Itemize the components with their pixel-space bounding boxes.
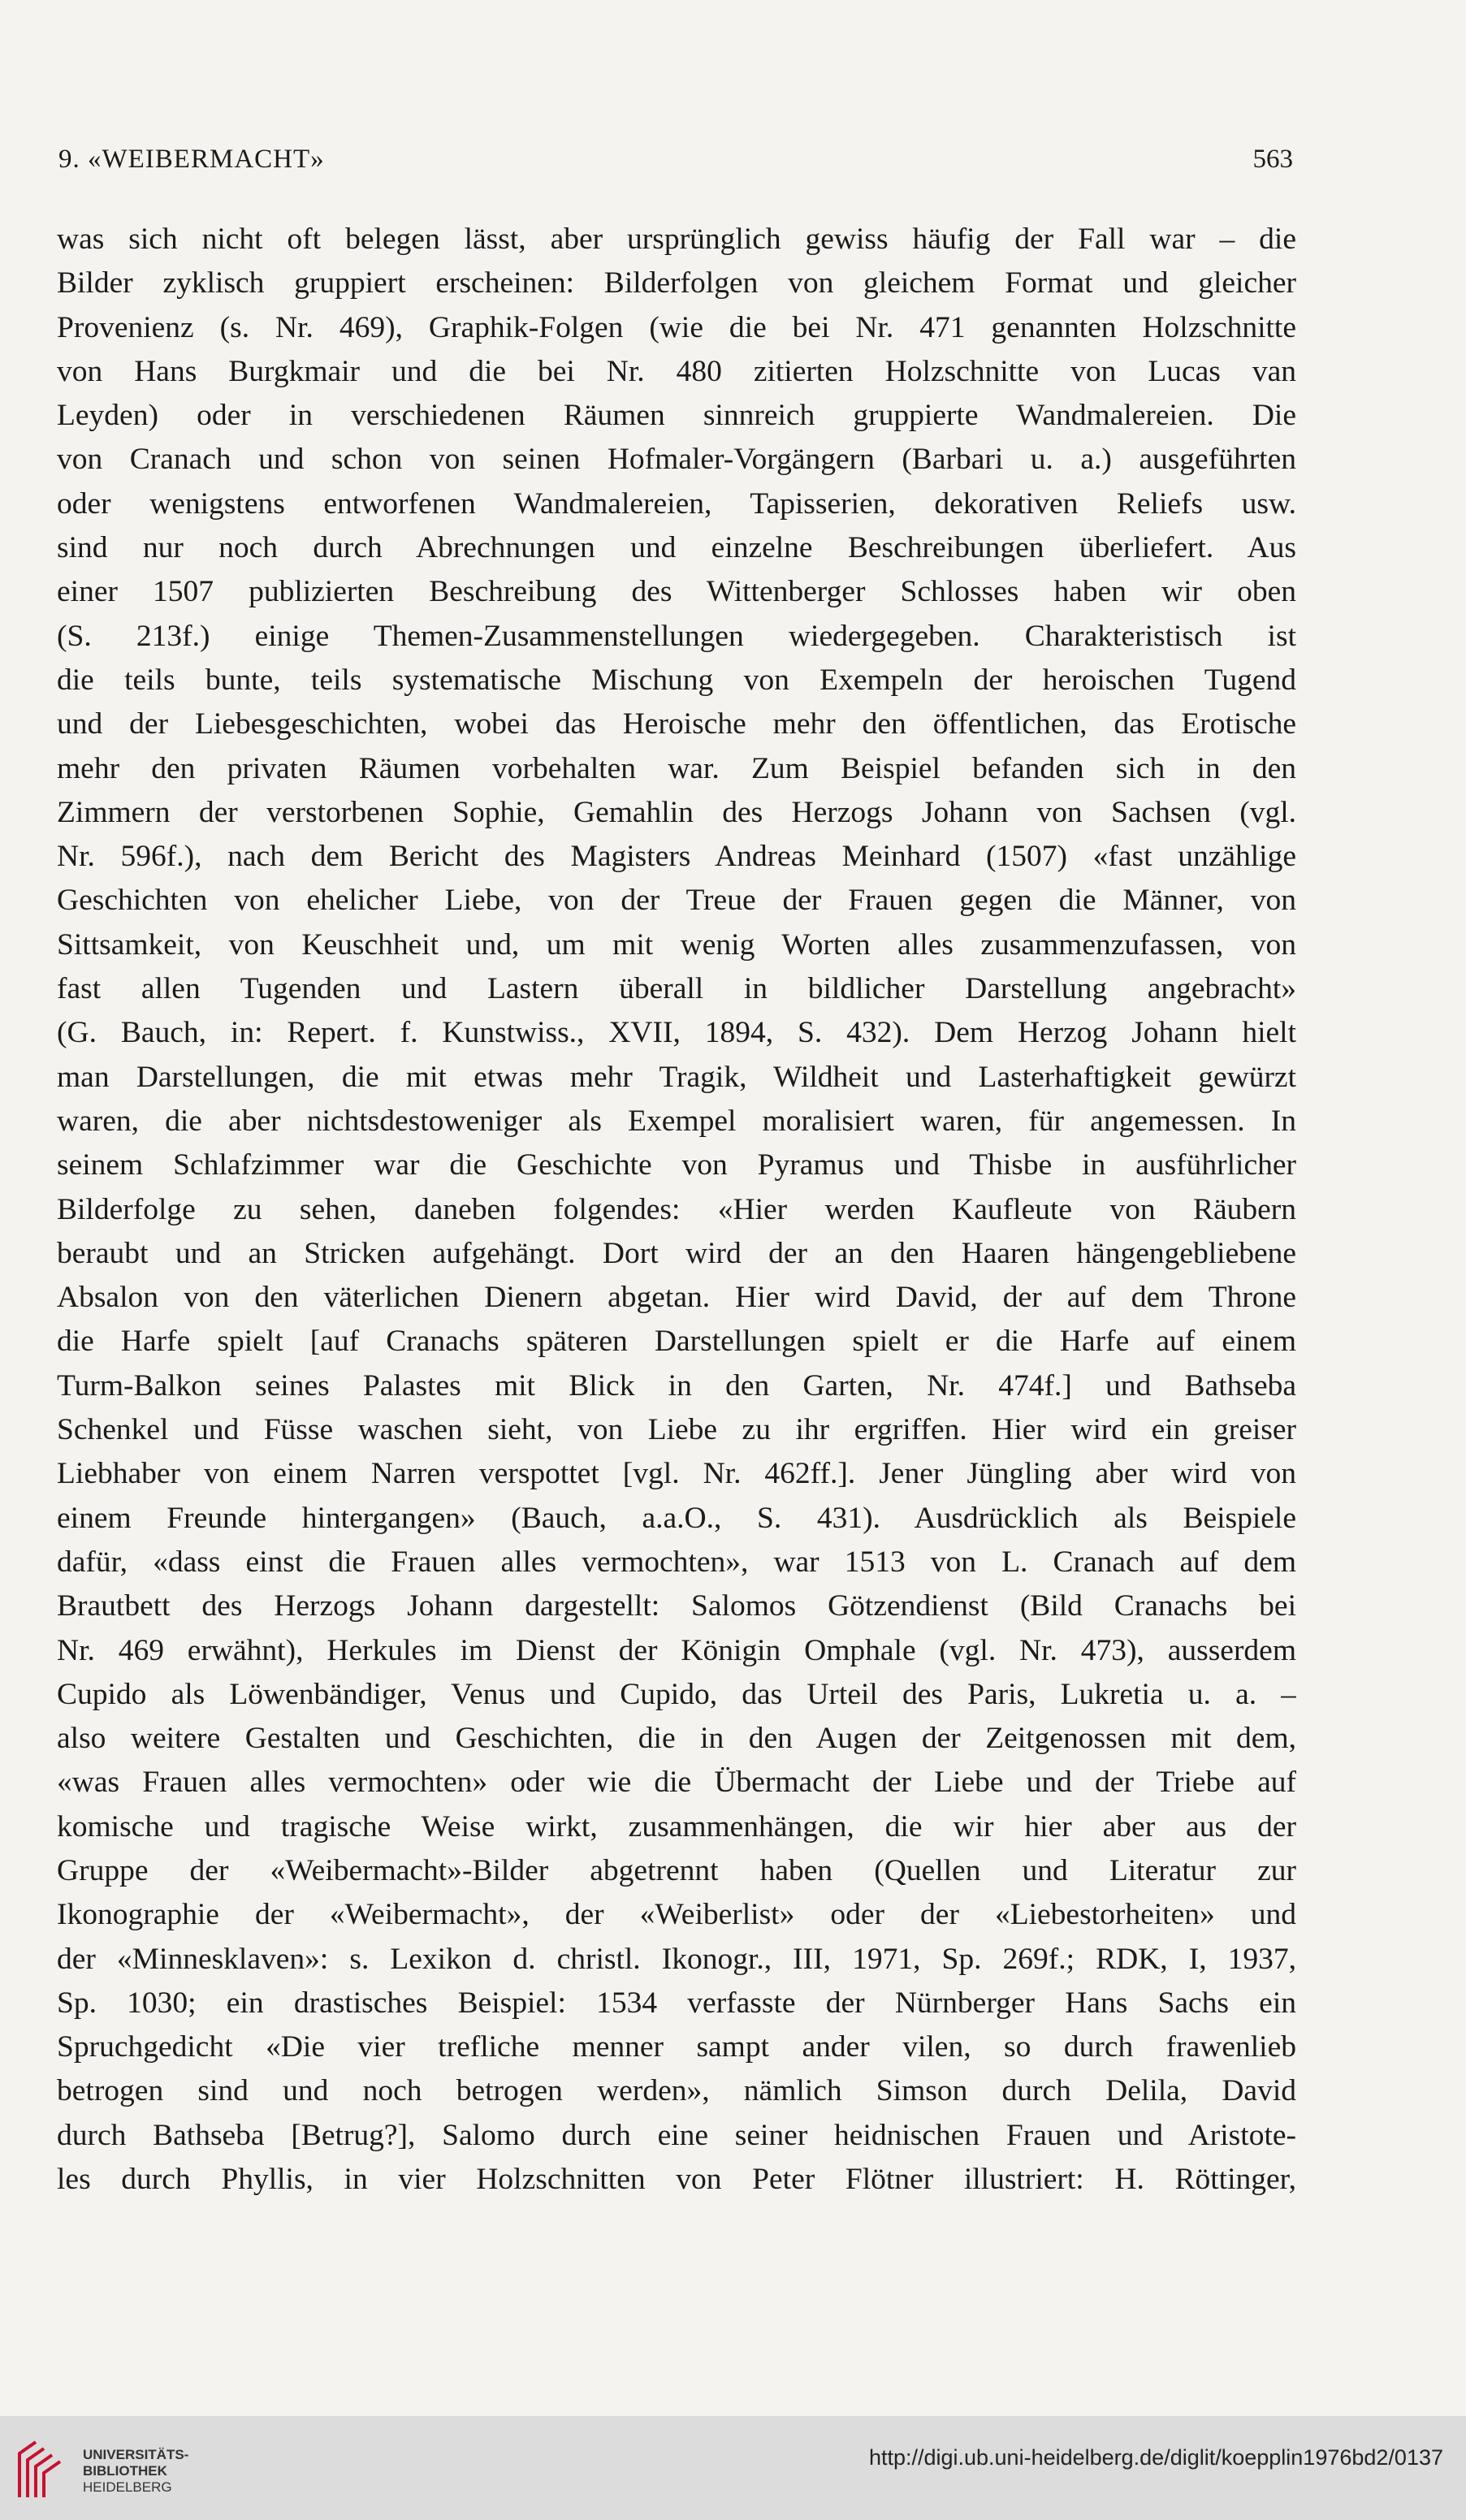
text-line: der «Minnesklaven»: s. Lexikon d. christl. Ikonogr., III, 1971, Sp. 269f.; RDK, I, 1937, bbox=[57, 1942, 1296, 1976]
page-header bbox=[58, 145, 1293, 185]
text-line: Nr. 469 erwähnt), Herkules im Dienst der Königin Omphale (vgl. Nr. 473), ausserdem bbox=[57, 1633, 1296, 1667]
page-number: 563 bbox=[1252, 145, 1293, 174]
text-line: einer 1507 publizierten Beschreibung des Wittenberger Schlosses haben wir oben bbox=[57, 575, 1296, 609]
text-line: Gruppe der «Weibermacht»-Bilder abgetrennt haben (Quellen und Literatur zur bbox=[57, 1853, 1296, 1887]
text-line: les durch Phyllis, in vier Holzschnitten von Peter Flötner illustriert: H. Röttinger, bbox=[57, 2163, 1296, 2197]
logo-line-2: BIBLIOTHEK bbox=[83, 2463, 167, 2479]
text-line: «was Frauen alles vermochten» oder wie die Übermacht der Liebe und der Triebe auf bbox=[57, 1766, 1296, 1800]
text-line: Nr. 596f.), nach dem Bericht des Magisters Andreas Meinhard (1507) «fast unzählige bbox=[57, 840, 1296, 874]
text-line: Leyden) oder in verschiedenen Räumen sinnreich gruppierte Wandmalereien. Die bbox=[57, 399, 1296, 433]
text-line: Provenienz (s. Nr. 469), Graphik-Folgen (wie die bei Nr. 471 genannten Holzschnitte bbox=[57, 310, 1296, 344]
library-logo[interactable] bbox=[15, 2431, 193, 2507]
text-line: Ikonographie der «Weibermacht», der «Weiberlist» oder der «Liebestorheiten» und bbox=[57, 1898, 1296, 1932]
text-line: seinem Schlafzimmer war die Geschichte von Pyramus und Thisbe in ausführlicher bbox=[57, 1148, 1296, 1182]
text-line: die Harfe spielt [auf Cranachs späteren Darstellungen spielt er die Harfe auf einem bbox=[57, 1325, 1296, 1359]
text-line: die teils bunte, teils systematische Mischung von Exempeln der heroischen Tugend bbox=[57, 663, 1296, 697]
text-line: und der Liebesgeschichten, wobei das Heroische mehr den öffentlichen, das Erotische bbox=[57, 707, 1296, 741]
text-line: was sich nicht oft belegen lässt, aber ursprünglich gewiss häufig der Fall war – die bbox=[57, 223, 1296, 256]
logo-text bbox=[83, 2447, 188, 2496]
text-line: (G. Bauch, in: Repert. f. Kunstwiss., XVII, 1894, S. 432). Dem Herzog Johann hielt bbox=[57, 1016, 1296, 1050]
logo-line-1: UNIVERSITÄTS- bbox=[83, 2447, 189, 2462]
text-line: von Hans Burgkmair und die bei Nr. 480 zitierten Holzschnitte von Lucas van bbox=[57, 354, 1296, 388]
text-line: Bilder zyklisch gruppiert erscheinen: Bilderfolgen von gleichem Format und gleicher bbox=[57, 266, 1296, 300]
text-line: sind nur noch durch Abrechnungen und einzelne Beschreibungen überliefert. Aus bbox=[57, 531, 1296, 565]
body-text bbox=[57, 218, 1296, 2202]
text-line: einem Freunde hintergangen» (Bauch, a.a.O., S. 431). Ausdrücklich als Beispiele bbox=[57, 1501, 1296, 1535]
text-line: Sittsamkeit, von Keuschheit und, um mit wenig Worten alles zusammenzufassen, von bbox=[57, 927, 1296, 962]
text-line: Cupido als Löwenbändiger, Venus und Cupido, das Urteil des Paris, Lukretia u. a. – bbox=[57, 1677, 1296, 1711]
text-line: komische und tragische Weise wirkt, zusammenhängen, die wir hier aber aus der bbox=[57, 1809, 1296, 1844]
text-line: Absalon von den väterlichen Dienern abgetan. Hier wird David, der auf dem Throne bbox=[57, 1281, 1296, 1315]
text-line: Spruchgedicht «Die vier trefliche menner sampt ander vilen, so durch frawenlieb bbox=[57, 2030, 1296, 2064]
text-line: Turm-Balkon seines Palastes mit Blick in den Garten, Nr. 474f.] und Bathseba bbox=[57, 1368, 1296, 1403]
text-line: Schenkel und Füsse waschen sieht, von Liebe zu ihr ergriffen. Hier wird ein greiser bbox=[57, 1413, 1296, 1447]
footer-bar bbox=[0, 2416, 1466, 2520]
logo-line-3: HEIDELBERG bbox=[83, 2479, 172, 2495]
text-line: durch Bathseba [Betrug?], Salomo durch eine seiner heidnischen Frauen und Aristote- bbox=[57, 2118, 1296, 2152]
text-line: waren, die aber nichtsdestoweniger als Exempel moralisiert waren, für angemessen. In bbox=[57, 1104, 1296, 1138]
text-line: oder wenigstens entworfenen Wandmalereien, Tapisserien, dekorativen Reliefs usw. bbox=[57, 486, 1296, 521]
text-line: Bilderfolge zu sehen, daneben folgendes: «Hier werden Kaufleute von Räubern bbox=[57, 1192, 1296, 1226]
text-line: man Darstellungen, die mit etwas mehr Tragik, Wildheit und Lasterhaftigkeit gewürzt bbox=[57, 1060, 1296, 1094]
text-line: (S. 213f.) einige Themen-Zusammenstellungen wiedergegeben. Charakteristisch ist bbox=[57, 619, 1296, 653]
text-line: Geschichten von ehelicher Liebe, von der Treue der Frauen gegen die Männer, von bbox=[57, 884, 1296, 918]
text-line: beraubt und an Stricken aufgehängt. Dort wird der an den Haaren hängengebliebene bbox=[57, 1236, 1296, 1270]
library-logo-icon bbox=[15, 2437, 67, 2502]
text-line: Zimmern der verstorbenen Sophie, Gemahlin des Herzogs Johann von Sachsen (vgl. bbox=[57, 795, 1296, 829]
text-line: Brautbett des Herzogs Johann dargestellt: Salomos Götzendienst (Bild Cranachs bei bbox=[57, 1589, 1296, 1623]
text-line: also weitere Gestalten und Geschichten, die in den Augen der Zeitgenossen mit dem, bbox=[57, 1722, 1296, 1756]
text-line: Liebhaber von einem Narren verspottet [vgl. Nr. 462ff.]. Jener Jüngling aber wird von bbox=[57, 1457, 1296, 1491]
text-line: fast allen Tugenden und Lastern überall in bildlicher Darstellung angebracht» bbox=[57, 972, 1296, 1006]
text-line: dafür, «dass einst die Frauen alles vermochten», war 1513 von L. Cranach auf dem bbox=[57, 1545, 1296, 1579]
text-line: von Cranach und schon von seinen Hofmaler-Vorgängern (Barbari u. a.) ausgeführten bbox=[57, 443, 1296, 477]
text-line: Sp. 1030; ein drastisches Beispiel: 1534 verfasste der Nürnberger Hans Sachs ein bbox=[57, 1986, 1296, 2020]
text-line: betrogen sind und noch betrogen werden», nämlich Simson durch Delila, David bbox=[57, 2074, 1296, 2108]
running-head: 9. «WEIBERMACHT» bbox=[58, 145, 325, 174]
text-line: mehr den privaten Räumen vorbehalten war. Zum Beispiel befanden sich in den bbox=[57, 751, 1296, 785]
source-url-link[interactable]: http://digi.ub.uni-heidelberg.de/diglit/koepplin1976bd2/0137 bbox=[868, 2445, 1443, 2470]
